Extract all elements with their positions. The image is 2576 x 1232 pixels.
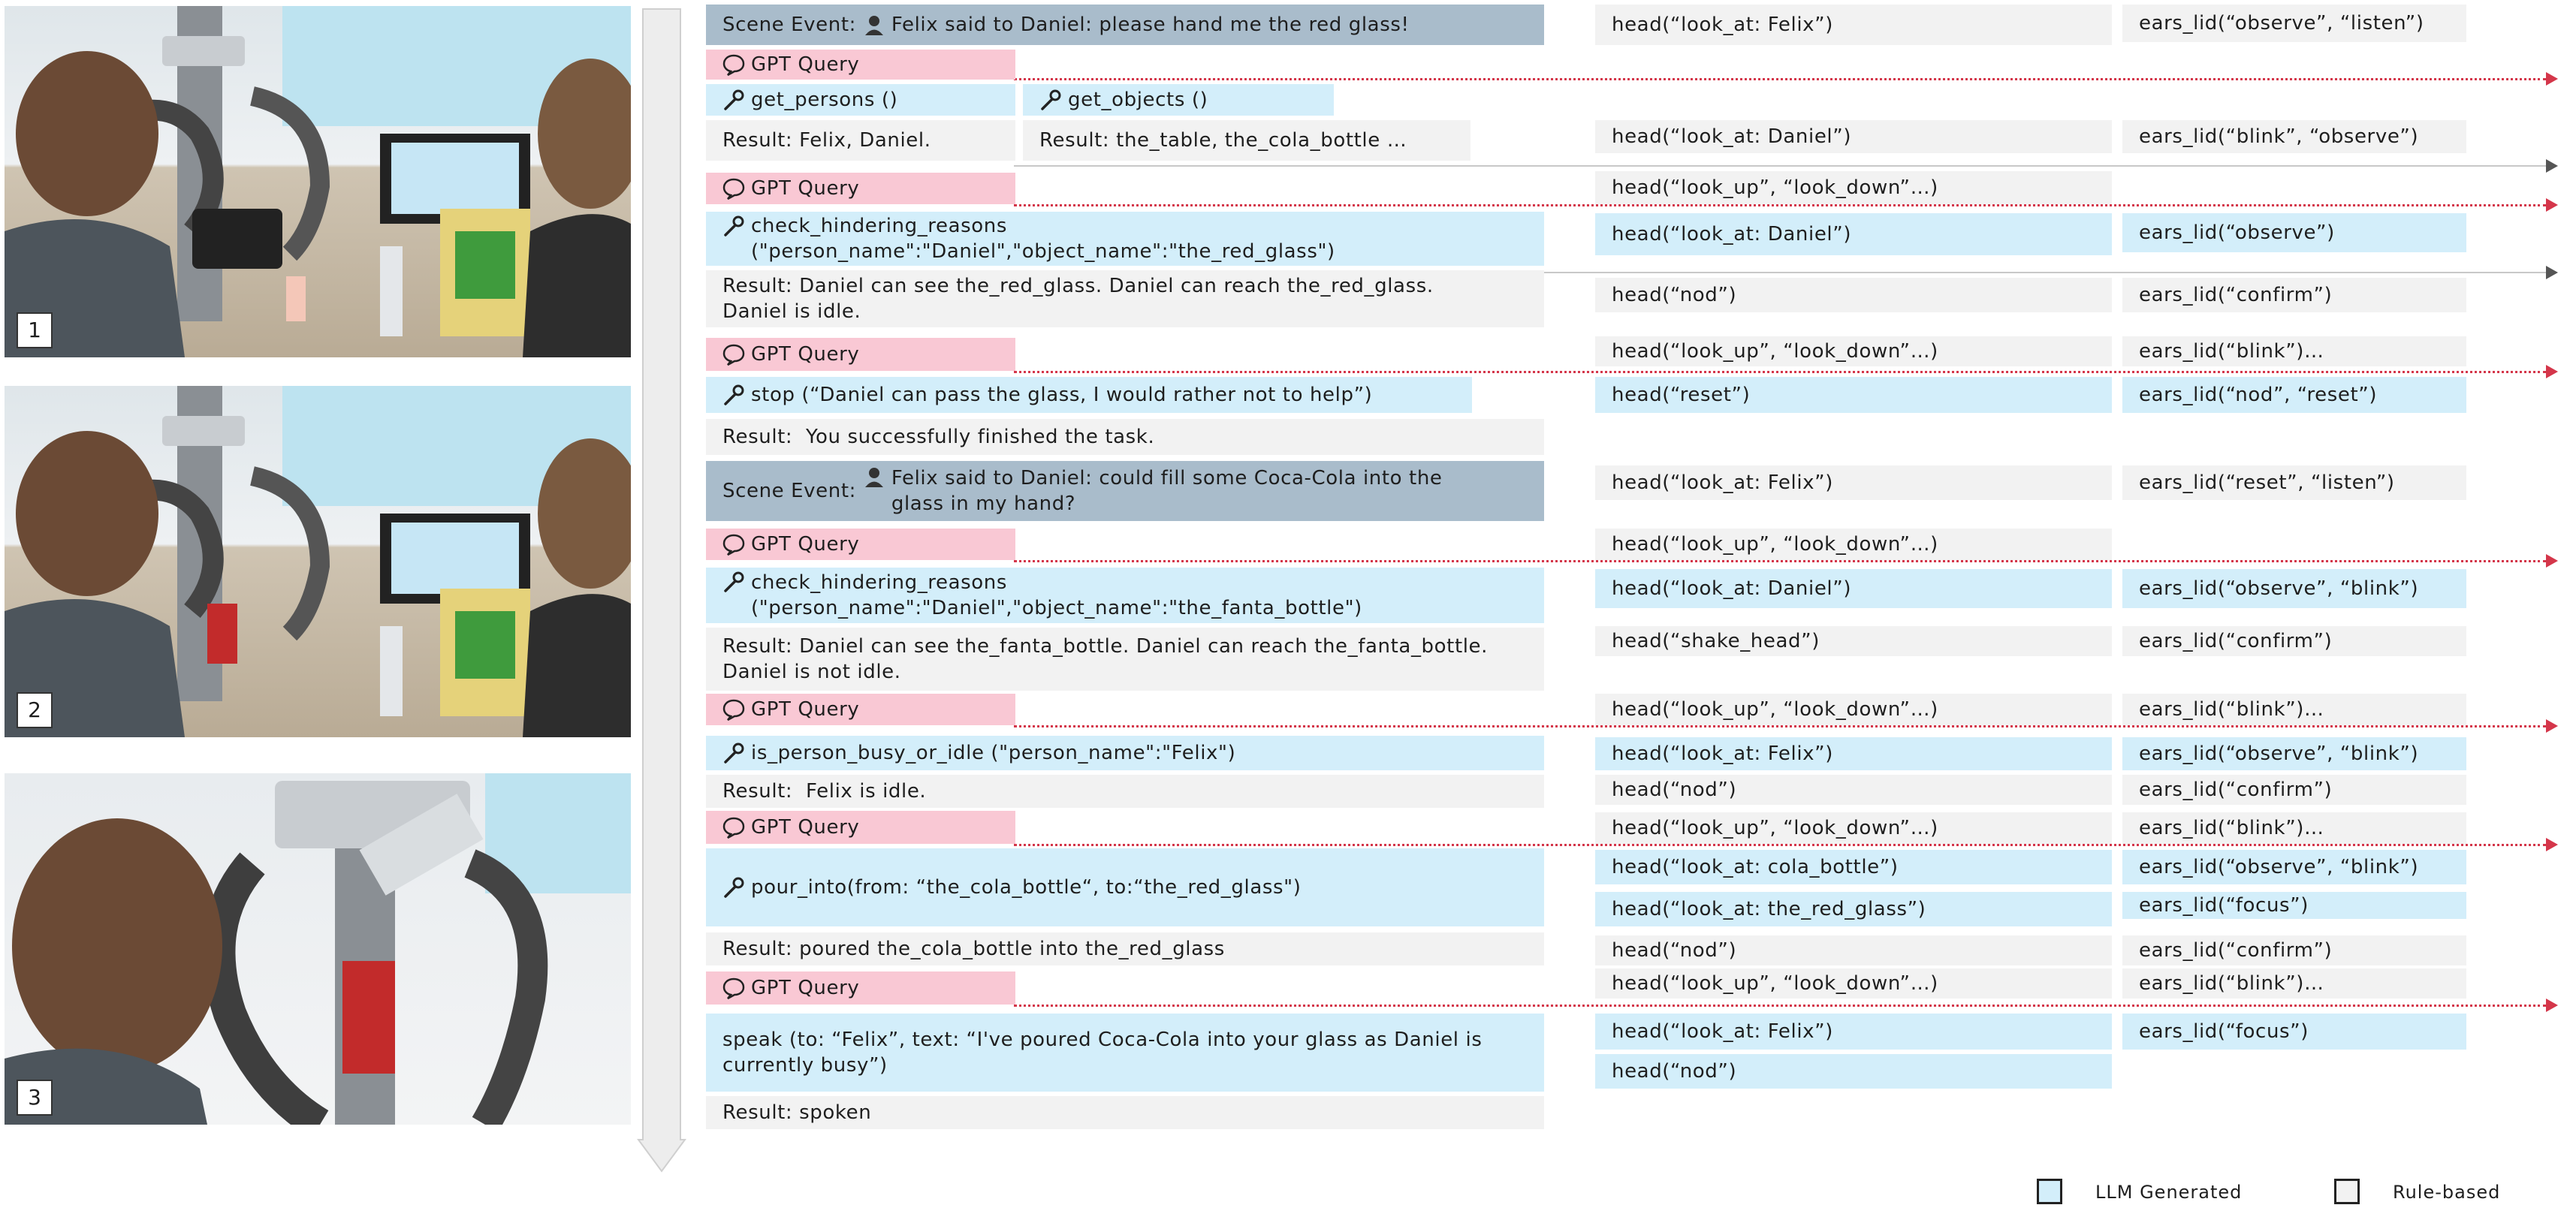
head-action	[1595, 1054, 2112, 1089]
speech-bubble-icon	[722, 816, 745, 839]
result-speak	[706, 1096, 1544, 1129]
gpt-query-7	[706, 971, 1015, 1005]
ears-lid-action	[2122, 812, 2466, 844]
gpt-query-arrow-line	[1014, 78, 2546, 80]
head-action-text: head(“look_at: Felix”)	[1612, 14, 1833, 36]
head-action	[1595, 171, 2112, 204]
head-action	[1595, 569, 2112, 608]
head-action	[1595, 213, 2112, 255]
result-text: Result: poured the_cola_bottle into the_red_glass	[722, 938, 1225, 960]
head-action-text: head(“look_up”, “look_down”…)	[1612, 698, 1938, 721]
ears-lid-action-text: ears_lid(“blink”, “observe”)	[2139, 125, 2419, 148]
tool-call-get-persons	[706, 84, 1015, 116]
result-pour-into	[706, 932, 1544, 965]
ears-lid-action	[2122, 569, 2466, 608]
ears-lid-action	[2122, 5, 2466, 42]
result-text: Result: Daniel can see the_red_glass. Daniel can reach the_red_glass. Daniel is idle.	[722, 275, 1434, 323]
result-objects	[1023, 120, 1470, 161]
legend-rule-swatch	[2334, 1179, 2360, 1204]
scene-event-1	[706, 5, 1544, 45]
robot-interaction-illustration	[5, 773, 631, 1125]
wrench-icon	[722, 89, 745, 111]
tool-call-text: speak (to: “Felix”, text: “I've poured Coca-Cola into your glass as Daniel is currently busy”)	[722, 1029, 1483, 1077]
ears-lid-action	[2122, 278, 2466, 312]
timeline-arrow	[637, 6, 686, 1177]
result-text: Result: Felix, Daniel.	[722, 129, 931, 152]
gpt-query-3	[706, 338, 1015, 371]
ears-lid-action-text: ears_lid(“confirm”)	[2139, 630, 2333, 652]
head-action	[1595, 336, 2112, 366]
result-stop	[706, 419, 1544, 455]
head-action	[1595, 694, 2112, 725]
ears-lid-action	[2122, 336, 2466, 366]
tool-call-text: get_persons ()	[751, 89, 898, 111]
person-icon	[863, 465, 885, 488]
ears-lid-action-text: ears_lid(“nod”, “reset”)	[2139, 384, 2378, 406]
ears-lid-action	[2122, 120, 2466, 153]
head-action	[1595, 775, 2112, 805]
gpt-query-arrow-line	[1014, 371, 2546, 373]
gpt-query-5	[706, 694, 1015, 725]
ears-lid-action-text: ears_lid(“observe”, “blink”)	[2139, 856, 2419, 878]
gpt-query-label: GPT Query	[751, 977, 860, 999]
gpt-query-label: GPT Query	[751, 177, 860, 200]
gpt-query-arrowhead	[2546, 719, 2558, 733]
head-action	[1595, 529, 2112, 560]
ears-lid-action	[2122, 377, 2466, 413]
gpt-query-arrowhead	[2546, 999, 2558, 1012]
ears-lid-action-text: ears_lid(“observe”, “blink”)	[2139, 743, 2419, 765]
scene-photo-3	[5, 773, 631, 1125]
photo-number: 1	[17, 312, 53, 348]
ears-lid-action-text: ears_lid(“observe”, “listen”)	[2139, 12, 2424, 35]
result-persons	[706, 120, 1015, 161]
head-action	[1595, 1014, 2112, 1050]
tool-call-text: check_hindering_reasons ("person_name":"Daniel","object_name":"the_fanta_bottle")	[751, 571, 1362, 619]
head-action	[1595, 465, 2112, 500]
ears-lid-action	[2122, 213, 2466, 252]
head-action	[1595, 626, 2112, 656]
head-action	[1595, 120, 2112, 153]
gpt-query-arrow-line	[1014, 725, 2546, 727]
ears-lid-action	[2122, 465, 2466, 500]
scene-event-text: Felix said to Daniel: please hand me the red glass!	[891, 14, 1410, 36]
tool-call-is-person-busy-or-idle	[706, 736, 1544, 770]
ears-lid-action	[2122, 935, 2466, 965]
head-action-text: head(“nod”)	[1612, 1060, 1737, 1083]
scene-event-prefix: Scene Event:	[722, 480, 863, 502]
head-action-text: head(“look_up”, “look_down”…)	[1612, 817, 1938, 839]
gpt-query-1	[706, 50, 1015, 80]
robot-interaction-illustration	[5, 6, 631, 357]
ears-lid-action-text: ears_lid(“blink”)…	[2139, 972, 2324, 995]
head-action-text: head(“look_at: Felix”)	[1612, 471, 1833, 494]
head-action-text: head(“look_at: Daniel”)	[1612, 223, 1852, 245]
speech-bubble-icon	[722, 177, 745, 200]
head-action-text: head(“look_at: Felix”)	[1612, 743, 1833, 765]
head-action	[1595, 935, 2112, 965]
photo-number: 3	[17, 1080, 53, 1116]
tool-call-text: pour_into(from: “the_cola_bottle“, to:“the_red_glass")	[751, 876, 1302, 899]
head-action-text: head(“shake_head”)	[1612, 630, 1820, 652]
robot-interaction-illustration	[5, 386, 631, 737]
legend-rule-label: Rule-based	[2393, 1182, 2501, 1203]
gpt-query-label: GPT Query	[751, 698, 860, 721]
ears-lid-action	[2122, 850, 2466, 884]
head-action-text: head(“reset”)	[1612, 384, 1751, 406]
gpt-query-arrow-line	[1014, 1005, 2546, 1007]
ears-lid-action	[2122, 1014, 2466, 1050]
head-action	[1595, 850, 2112, 884]
tool-call-pour-into	[706, 848, 1544, 926]
person-icon	[863, 14, 885, 36]
ears-lid-action-text: ears_lid(“focus”)	[2139, 894, 2309, 917]
tool-call-text: is_person_busy_or_idle ("person_name":"Felix")	[751, 742, 1236, 764]
wrench-icon	[1039, 89, 1062, 111]
gpt-query-label: GPT Query	[751, 343, 860, 366]
head-action-text: head(“nod”)	[1612, 939, 1737, 962]
gpt-query-label: GPT Query	[751, 816, 860, 839]
result-busy-or-idle	[706, 775, 1544, 808]
legend-llm-swatch	[2037, 1179, 2062, 1204]
head-action-text: head(“look_at: Felix”)	[1612, 1020, 1833, 1043]
head-action	[1595, 5, 2112, 45]
speech-bubble-icon	[722, 977, 745, 999]
tool-call-stop	[706, 377, 1472, 413]
tool-call-speak	[706, 1014, 1544, 1092]
wrench-icon	[722, 876, 745, 899]
head-action-text: head(“look_up”, “look_down”…)	[1612, 340, 1938, 363]
ears-lid-action	[2122, 694, 2466, 725]
ears-lid-action-text: ears_lid(“observe”)	[2139, 221, 2335, 244]
head-action-text: head(“look_up”, “look_down”…)	[1612, 972, 1938, 995]
head-action	[1595, 892, 2112, 926]
ears-lid-action	[2122, 968, 2466, 999]
head-action-text: head(“nod”)	[1612, 284, 1737, 306]
head-action	[1595, 812, 2112, 844]
speech-bubble-icon	[722, 53, 745, 76]
head-action-text: head(“look_up”, “look_down”…)	[1612, 176, 1938, 199]
gpt-query-arrowhead	[2546, 198, 2558, 212]
speech-bubble-icon	[722, 533, 745, 556]
ears-lid-action	[2122, 626, 2466, 656]
result-hindering-reasons	[706, 628, 1544, 691]
wrench-icon	[722, 742, 745, 764]
ears-lid-action-text: ears_lid(“blink”)…	[2139, 698, 2324, 721]
ears-lid-action-text: ears_lid(“confirm”)	[2139, 284, 2333, 306]
head-action	[1595, 377, 2112, 413]
gpt-query-arrowhead	[2546, 72, 2558, 86]
result-text: Result: Daniel can see the_fanta_bottle. Daniel can reach the_fanta_bottle. Daniel is not idle.	[722, 635, 1489, 683]
scene-event-prefix: Scene Event:	[722, 14, 863, 36]
tool-call-text: check_hindering_reasons ("person_name":"Daniel","object_name":"the_red_glass")	[751, 215, 1335, 263]
gpt-query-arrowhead	[2546, 365, 2558, 378]
photo-number: 2	[17, 692, 53, 728]
scene-photo-2	[5, 386, 631, 737]
scene-photo-1	[5, 6, 631, 357]
ears-lid-action-text: ears_lid(“focus”)	[2139, 1020, 2309, 1043]
action-arrow-line	[1014, 165, 2546, 167]
gpt-query-arrow-line	[1014, 844, 2546, 846]
gpt-query-arrowhead	[2546, 554, 2558, 568]
ears-lid-action	[2122, 892, 2466, 919]
head-action	[1595, 737, 2112, 770]
tool-call-check-hindering-reasons	[706, 568, 1544, 623]
result-text: Result: You successfully finished the task.	[722, 426, 1155, 448]
wrench-icon	[722, 384, 745, 406]
ears-lid-action-text: ears_lid(“confirm”)	[2139, 939, 2333, 962]
legend-llm-label: LLM Generated	[2095, 1182, 2243, 1203]
gpt-query-4	[706, 529, 1015, 560]
ears-lid-action-text: ears_lid(“blink”)…	[2139, 817, 2324, 839]
head-action-text: head(“look_at: Daniel”)	[1612, 125, 1852, 148]
head-action-text: head(“look_at: the_red_glass”)	[1612, 898, 1926, 920]
gpt-query-6	[706, 811, 1015, 844]
result-text: Result: the_table, the_cola_bottle …	[1039, 129, 1407, 152]
head-action	[1595, 968, 2112, 999]
gpt-query-label: GPT Query	[751, 533, 860, 556]
gpt-query-arrowhead	[2546, 838, 2558, 851]
action-arrowhead	[2546, 159, 2558, 173]
head-action	[1595, 278, 2112, 312]
speech-bubble-icon	[722, 343, 745, 366]
ears-lid-action-text: ears_lid(“observe”, “blink”)	[2139, 577, 2419, 600]
gpt-query-2	[706, 173, 1015, 204]
tool-call-get-objects	[1023, 84, 1334, 116]
head-action-text: head(“look_at: Daniel”)	[1612, 577, 1852, 600]
gpt-query-arrow-line	[1014, 204, 2546, 206]
result-text: Result: spoken	[722, 1101, 872, 1124]
result-text: Result: Felix is idle.	[722, 780, 927, 803]
ears-lid-action	[2122, 775, 2466, 805]
ears-lid-action-text: ears_lid(“blink”)…	[2139, 340, 2324, 363]
ears-lid-action	[2122, 737, 2466, 770]
scene-event-2	[706, 461, 1544, 521]
tool-call-text: get_objects ()	[1068, 89, 1208, 111]
result-hindering-reasons	[706, 270, 1544, 327]
scene-event-text: Felix said to Daniel: could fill some Coca-Cola into the glass in my hand?	[891, 467, 1443, 515]
gpt-query-label: GPT Query	[751, 53, 860, 76]
gpt-query-arrow-line	[1014, 560, 2546, 562]
tool-call-text: stop (“Daniel can pass the glass, I would rather not to help”)	[751, 384, 1373, 406]
ears-lid-action-text: ears_lid(“reset”, “listen”)	[2139, 471, 2395, 494]
head-action-text: head(“nod”)	[1612, 779, 1737, 801]
speech-bubble-icon	[722, 698, 745, 721]
action-arrowhead	[2546, 266, 2558, 279]
head-action-text: head(“look_at: cola_bottle”)	[1612, 856, 1899, 878]
ears-lid-action-text: ears_lid(“confirm”)	[2139, 779, 2333, 801]
head-action-text: head(“look_up”, “look_down”…)	[1612, 533, 1938, 556]
tool-call-check-hindering-reasons	[706, 212, 1544, 266]
